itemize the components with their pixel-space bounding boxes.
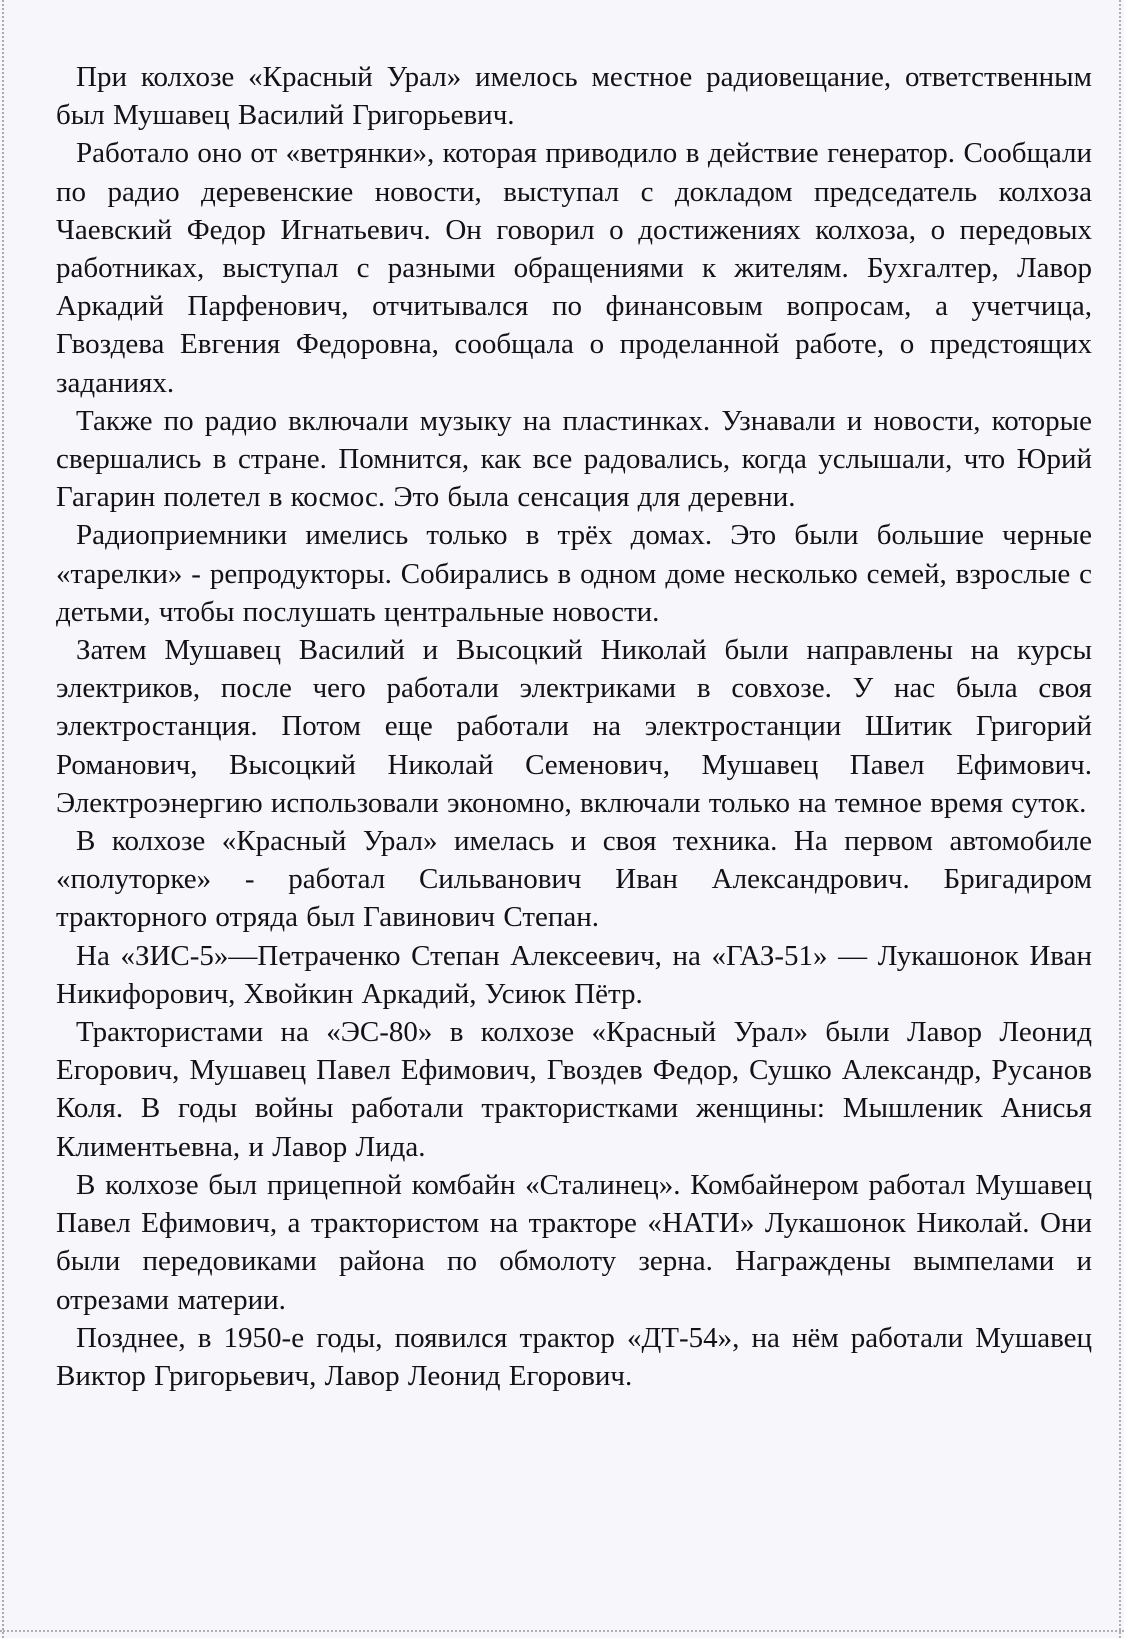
page-edge-bottom xyxy=(0,1630,1124,1632)
paragraph-machinery: В колхозе «Красный Урал» имелась и своя техника. На первом автомобиле «полуторке» - работал Сильванович Иван Александрович. Бригадиром тракторного отряда был Гавинович Степан. xyxy=(56,825,1092,934)
paragraph-windmill-generator: Работало оно от «ветрянки», которая приводило в действие генератор. Сообщали по радио деревенские новости, выступал с докладом председатель колхоза Чаевский Федор Игнатьевич. Он говорил о достижениях колхоза, о передовых работниках, выступал с разными обращениями к жителям. Бухгалтер, Лавор Аркадий Парфенович, отчитывался по финансовым вопросам, а учетчица, Гвоздева Евгения Федоровна, сообщала о проделанной работе, о предстоящих заданиях. xyxy=(56,137,1092,399)
paragraph-trucks: На «ЗИС-5»—Петраченко Степан Алексеевич, на «ГАЗ-51» — Лукашонок Иван Никифорович, Хвойкин Аркадий, Усиюк Пётр. xyxy=(56,939,1092,1010)
document-body xyxy=(56,58,1092,1395)
paragraph-electricians: Затем Мушавец Василий и Высоцкий Николай были направлены на курсы электриков, после чего работали электриками в совхозе. У нас была своя электростанция. Потом еще работали на электростанции Шитик Григорий Романович, Высоцкий Николай Семенович, Мушавец Павел Ефимович. Электроэнергию использовали экономно, включали только на темное время суток. xyxy=(56,634,1092,819)
paragraph-combine: В колхозе был прицепной комбайн «Сталинец». Комбайнером работал Мушавец Павел Ефимович, а трактористом на тракторе «НАТИ» Лукашонок Николай. Они были передовиками района по обмолоту зерна. Награждены вымпелами и отрезами материи. xyxy=(56,1168,1092,1316)
paragraph-dt54-tractor: Позднее, в 1950-е годы, появился трактор «ДТ-54», на нём работали Мушавец Виктор Григорьевич, Лавор Леонид Егорович. xyxy=(56,1321,1092,1392)
paragraph-radio-broadcast: При колхозе «Красный Урал» имелось местное радиовещание, ответственным был Мушавец Василий Григорьевич. xyxy=(56,61,1092,132)
paragraph-radio-receivers: Радиоприемники имелись только в трёх домах. Это были большие черные «тарелки» - репродукторы. Собирались в одном доме несколько семей, взрослые с детьми, чтобы послушать центральные новости. xyxy=(56,519,1092,628)
page-edge-right xyxy=(1119,0,1121,1638)
paragraph-tractor-drivers: Трактористами на «ЭС-80» в колхозе «Красный Урал» были Лавор Леонид Егорович, Мушавец Павел Ефимович, Гвоздев Федор, Сушко Александр, Русанов Коля. В годы войны работали трактористками женщины: Мышленик Анисья Климентьевна, и Лавор Лида. xyxy=(56,1016,1092,1163)
page-edge-left xyxy=(2,0,4,1638)
paragraph-music-news: Также по радио включали музыку на пластинках. Узнавали и новости, которые свершались в стране. Помнится, как все радовались, когда услышали, что Юрий Гагарин полетел в космос. Это была сенсация для деревни. xyxy=(56,404,1092,514)
